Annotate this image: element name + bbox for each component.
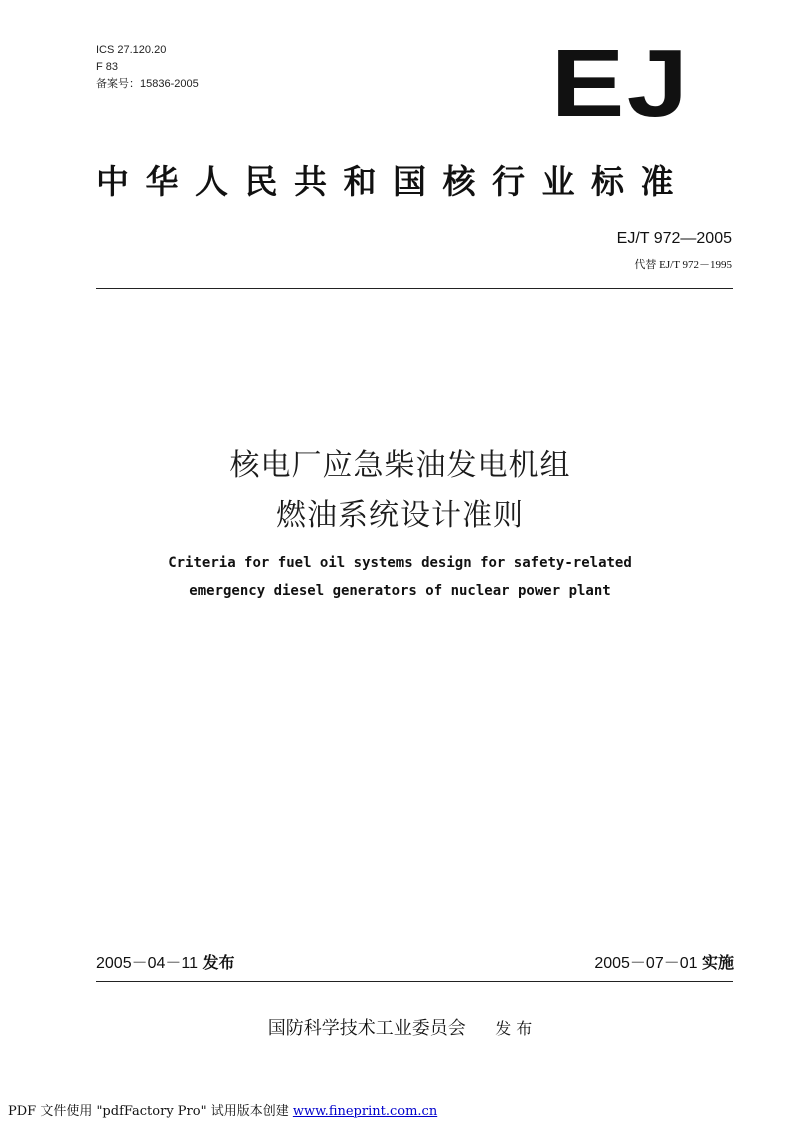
- pdf-footer-text: PDF 文件使用 "pdfFactory Pro" 试用版本创建: [8, 1104, 289, 1119]
- issue-date: 2005－04－11: [96, 955, 199, 972]
- document-title-en-line1: Criteria for fuel oil systems design for safety-related: [168, 555, 632, 571]
- header-divider: [96, 288, 733, 289]
- standard-code: EJ/T 972—2005: [616, 230, 732, 247]
- publisher-name: 国防科学技术工业委员会: [267, 1018, 466, 1039]
- issue-label: 发布: [202, 955, 235, 972]
- ics-code: ICS 27.120.20: [96, 44, 167, 56]
- effective-date: 2005－07－01: [594, 955, 698, 972]
- pdf-footer: [8, 1100, 437, 1119]
- fineprint-link[interactable]: www.fineprint.com.cn: [292, 1104, 438, 1119]
- category-code: F 83: [96, 61, 119, 73]
- effective-label: 实施: [701, 955, 734, 972]
- document-title-cn-line1: 核电厂应急柴油发电机组: [229, 448, 571, 483]
- filing-number: 备案号：15836-2005: [96, 78, 199, 90]
- document-title-en-line2: emergency diesel generators of nuclear power plant: [189, 583, 611, 599]
- issue-date-block: [96, 950, 234, 973]
- footer-divider: [96, 981, 733, 982]
- replaces-standard: 代替 EJ/T 972－1995: [634, 259, 732, 271]
- publisher-action: 发 布: [495, 1019, 533, 1038]
- effective-date-block: [594, 950, 734, 973]
- publisher-line: [0, 1014, 800, 1040]
- document-title-cn-line2: 燃油系统设计准则: [276, 498, 524, 533]
- standard-type-title: 中华人民共和国核行业标准: [96, 162, 690, 201]
- classification-block: [96, 42, 199, 93]
- ej-logo: EJ: [550, 30, 690, 137]
